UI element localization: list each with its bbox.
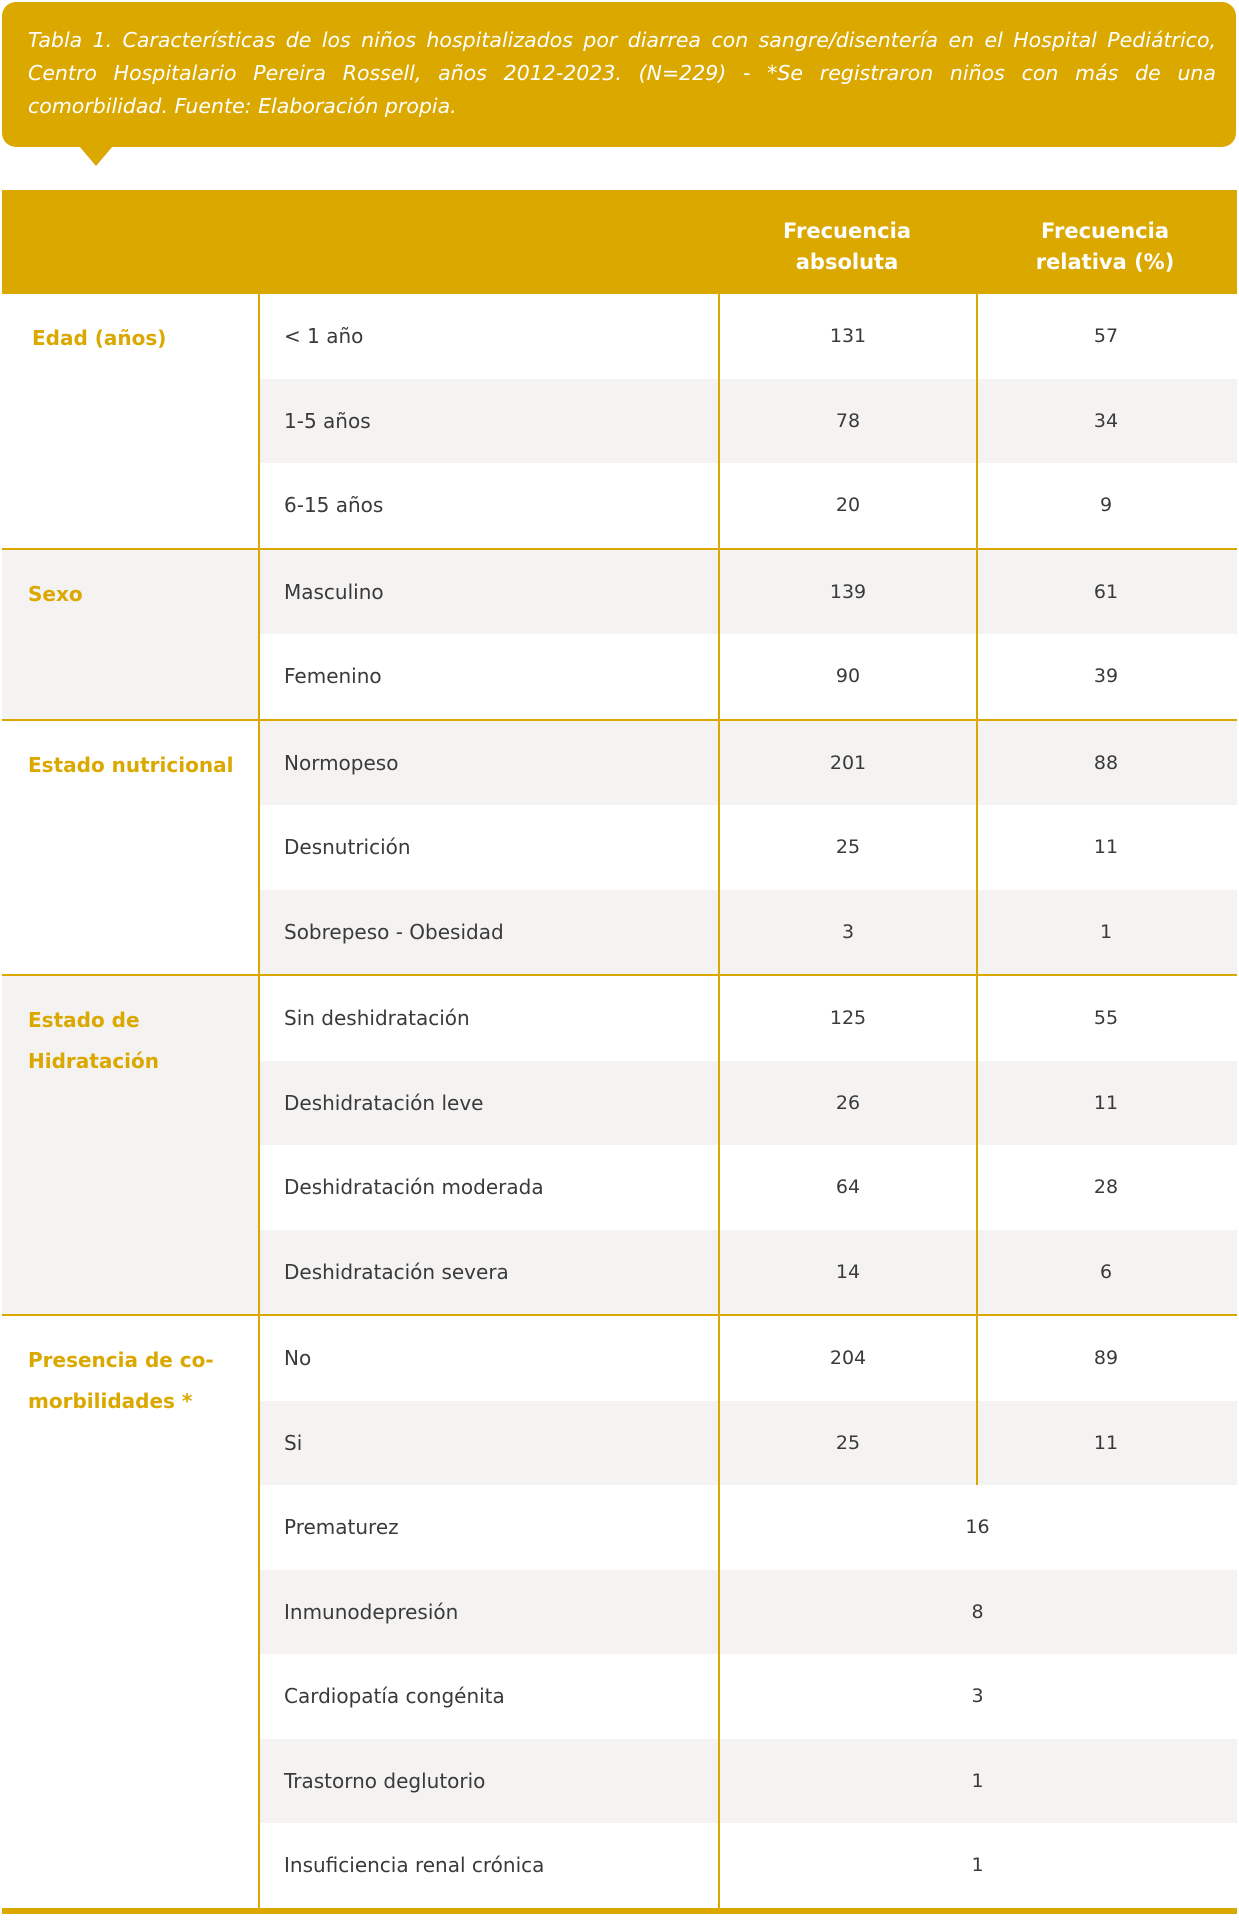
table-row [260,805,1237,890]
abs-value: 125 [718,976,976,1061]
table-row [260,1739,1237,1824]
abs-value: 14 [718,1230,976,1315]
row-label: Masculino [284,579,384,604]
row-label: Deshidratación moderada [284,1175,544,1200]
row-label: No [284,1346,312,1371]
abs-value: 204 [718,1316,976,1401]
row-label: Sobrepeso - Obesidad [284,919,504,944]
header-abs-line2: absoluta [795,250,899,274]
row-label: Femenino [284,664,382,689]
header-rel-line1: Frecuencia [1040,219,1169,243]
category-cell [2,294,260,548]
rel-value: 57 [976,294,1234,379]
row-label: Deshidratación leve [284,1090,484,1115]
category-label: Edad (años) [32,326,167,350]
table-row [260,379,1237,464]
table-row [260,463,1237,548]
group-sexo [2,550,1237,721]
row-label: Sin deshidratación [284,1006,470,1031]
rel-value: 1 [976,890,1234,975]
row-label: Inmunodepresión [284,1599,459,1624]
category-cell [2,550,260,719]
category-label-line1: Estado de [28,1008,140,1032]
header-rel-line2: relativa (%) [1035,250,1175,274]
abs-value: 131 [718,294,976,379]
row-label: Cardiopatía congénita [284,1684,505,1709]
data-table [2,190,1237,1914]
table-row [260,1230,1237,1315]
table-row [260,634,1237,719]
table-row [260,550,1237,635]
table-row [260,1316,1237,1401]
row-label: Desnutrición [284,835,411,860]
row-label: Trastorno deglutorio [284,1768,486,1793]
rel-value: 28 [976,1145,1234,1230]
abs-value: 201 [718,721,976,806]
row-label: < 1 año [284,324,364,349]
rel-value: 34 [976,379,1234,464]
row-label: Prematurez [284,1515,399,1540]
row-label: Insuficiencia renal crónica [284,1853,545,1878]
rel-value: 11 [976,1061,1234,1146]
category-cell [2,721,260,975]
abs-value: 78 [718,379,976,464]
abs-value: 26 [718,1061,976,1146]
table-caption: Tabla 1. Características de los niños hospitalizados por diarrea con sangre/disentería en el Hospital Pediátrico, Centro Hospitalario Pereira Rossell, años 2012-2023. (N=229) - *Se registraron niños con más de una comorbilidad. Fuente: Elaboración propia. [2,2,1236,147]
merged-value: 16 [718,1485,1235,1570]
group-edad [2,294,1237,550]
category-label: Estado nutricional [28,752,234,777]
row-label: 6-15 años [284,493,384,518]
table-row [260,294,1237,379]
table-row [260,976,1237,1061]
rel-value: 9 [976,463,1234,548]
rel-value: 55 [976,976,1234,1061]
abs-value: 139 [718,550,976,635]
merged-value: 3 [718,1654,1235,1739]
group-estado-nutricional [2,721,1237,977]
abs-value: 90 [718,634,976,719]
category-label-line2: morbilidades * [28,1389,193,1413]
row-label: Si [284,1430,303,1455]
row-label: Deshidratación severa [284,1259,509,1284]
merged-value: 8 [718,1570,1235,1655]
table-header [2,190,1237,294]
header-frecuencia-relativa [976,216,1234,278]
abs-value: 3 [718,890,976,975]
category-cell [2,976,260,1314]
rel-value: 6 [976,1230,1234,1315]
category-label [28,1000,248,1082]
header-frecuencia-absoluta [718,216,976,278]
row-label: Normopeso [284,750,399,775]
table-row [260,1654,1237,1739]
table-row [260,1485,1237,1570]
rel-value: 39 [976,634,1234,719]
abs-value: 25 [718,805,976,890]
rel-value: 61 [976,550,1234,635]
header-abs-line1: Frecuencia [782,219,911,243]
category-label-line1: Presencia de co- [28,1348,214,1372]
rel-value: 89 [976,1316,1234,1401]
caption-pointer [79,146,113,166]
table-row [260,1145,1237,1230]
category-label: Sexo [28,581,83,606]
row-label: 1-5 años [284,408,371,433]
table-row [260,1401,1237,1486]
table-row [260,1823,1237,1908]
table-row [260,1570,1237,1655]
category-cell [2,1316,260,1908]
table-row [260,890,1237,975]
group-comorbilidades [2,1316,1237,1914]
rel-value: 11 [976,1401,1234,1486]
abs-value: 64 [718,1145,976,1230]
merged-value: 1 [718,1739,1235,1824]
category-label [28,1340,248,1422]
rel-value: 11 [976,805,1234,890]
table-row [260,721,1237,806]
table-row [260,1061,1237,1146]
category-label-line2: Hidratación [28,1049,160,1073]
group-estado-hidratacion [2,976,1237,1316]
rel-value: 88 [976,721,1234,806]
merged-value: 1 [718,1823,1235,1908]
abs-value: 20 [718,463,976,548]
abs-value: 25 [718,1401,976,1486]
